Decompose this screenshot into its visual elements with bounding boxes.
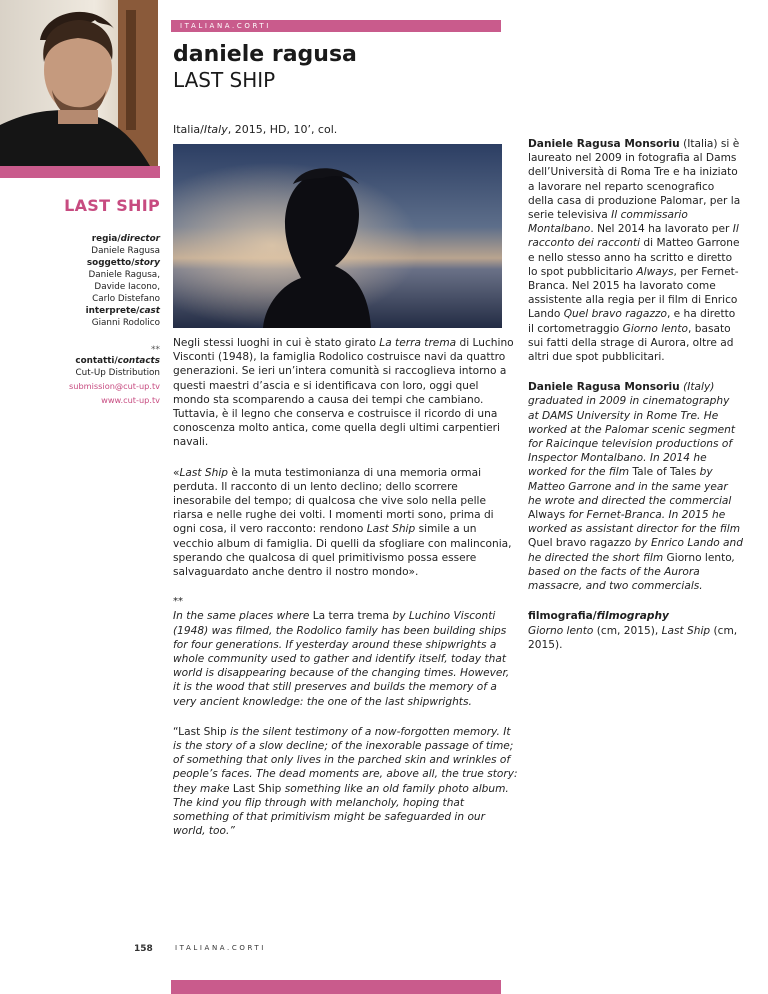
film-meta — [173, 123, 337, 136]
story-credit-2: Davide Iacono, — [94, 282, 160, 292]
bio-it: Daniele Ragusa Monsoriu (Italia) si è laureato nel 2009 in fotografia al Dams dell’Università di Roma Tre e ha iniziato a lavorare nel reparto scenografico della casa di produzione Palomar, per la serie televisiva Il commissario Montalbano. Nel 2014 ha lavorato per Il racconto dei racconti di Matteo Garrone e nello stesso anno ha scritto e diretto lo spot pubblicitario Always, per Fernet-Branca. Nel 2015 ha lavorato come assistente alla regia per il film di Enrico Lando Quel bravo ragazzo, e ha diretto il cortometraggio Giorno lento, basato sui fatti della strage di Aurora, oltre ad altri due spot pubblicitari. — [528, 138, 741, 364]
footer-accent-bar — [171, 980, 501, 994]
synopsis-column — [173, 336, 518, 855]
director-quote-it: «Last Ship è la muta testimonianza di una memoria ormai perduta. Il racconto di un lento declino; dello scorrere inesorabile del tempo; di qualcosa che vive solo nella pelle riarsa e nelle rughe dei volti. I momenti morti sono, prima di ogni cosa, il vero racconto: rendono Last Ship simile a un vecchio album di famiglia. Di quelli da sfogliare con malinconia, sperando che qualcosa di quel primitivismo possa essere salvaguardato anche dentro il nostro mondo». — [173, 466, 512, 579]
director-credit-label: regia/director — [91, 234, 160, 244]
country-en: Italy — [203, 123, 228, 136]
director-credit: Daniele Ragusa — [91, 246, 160, 256]
cast-credit: Gianni Rodolico — [91, 318, 160, 328]
bio-column — [528, 137, 743, 668]
filmography-heading: filmografia/filmography — [528, 610, 669, 623]
contacts-label: contatti/contacts — [75, 356, 160, 366]
film-still — [173, 144, 502, 328]
bio-en: Daniele Ragusa Monsoriu (Italy) graduated in 2009 in cinematography at DAMS University in Rome Tre. He worked at the Palomar scenic segment for Raicinque television productions of Inspector Montalbano. In 2014 he worked for the film Tale of Tales by Matteo Garrone and in the same year he wrote and directed the commercial Always for Fernet-Branca. In 2015 he worked as assistant director for the film Quel bravo ragazzo by Enrico Lando and he directed the short film Giorno lento, based on the facts of the Aurora massacre, and two commercials. — [528, 381, 743, 593]
page-number: 158 — [134, 944, 153, 954]
story-credit-label: soggetto/story — [86, 258, 160, 268]
distributor: Cut-Up Distribution — [75, 368, 160, 378]
portrait-image — [0, 0, 158, 166]
footer-series-label: ITALIANA.CORTI — [175, 944, 266, 952]
website-link[interactable]: www.cut-up.tv — [101, 395, 160, 405]
director-portrait — [0, 0, 158, 166]
synopsis-en: In the same places where La terra trema by Luchino Visconti (1948) was filmed, the Rodolico family has been building ships for four generations. If yesterday around these shipwrights a whole community used to gather and identify itself, today that world is disappearing because of the changing times. However, it is the wood that still preserves and builds the memory of a very ancient knowledge: the one of the last shipwrights. — [173, 610, 510, 708]
credits-title: LAST SHIP — [64, 196, 160, 215]
portrait-accent-bar — [0, 166, 160, 178]
language-separator: ** — [173, 596, 183, 608]
filmography-list: Giorno lento (cm, 2015), Last Ship (cm, 2015). — [528, 624, 738, 651]
contact-email-link[interactable]: submission@cut-up.tv — [69, 381, 160, 391]
film-still-image — [173, 144, 502, 328]
credits-column — [0, 196, 160, 407]
director-quote-en: “Last Ship is the silent testimony of a now-forgotten memory. It is the story of a slow decline; of the inexorable passage of time; of something that only lives in the parched skin and wrinkles of people’s faces. The dead moments are, above all, the true story: they make Last Ship something like an old family photo album. The kind you flip through with melancholy, hoping that something of that primitivism might be safeguarded in our world, too.” — [173, 725, 518, 838]
film-title: LAST SHIP — [173, 68, 276, 92]
cast-credit-label: interprete/cast — [85, 306, 160, 316]
synopsis-it: Negli stessi luoghi in cui è stato girato La terra trema di Luchino Visconti (1948), la famiglia Rodolico costruisce navi da quattro generazioni. Se ieri un’intera comunità si raccoglieva intorno a questi maestri d’ascia e si identificava con loro, oggi quel mondo sta scomparendo a causa dei tempi che cambiano. Tuttavia, è il legno che conserva e costruisce il ricordo di una conoscenza molto antica, come quella degli ultimi carpentieri navali. — [173, 337, 514, 449]
story-credit-1: Daniele Ragusa, — [88, 270, 160, 280]
credits-separator: ** — [151, 345, 160, 355]
series-label: ITALIANA.CORTI — [180, 22, 271, 30]
story-credit-3: Carlo Distefano — [92, 294, 160, 304]
director-name: daniele ragusa — [173, 42, 357, 67]
film-specs: , 2015, HD, 10’, col. — [227, 123, 338, 136]
country-it: Italia/ — [173, 123, 204, 136]
